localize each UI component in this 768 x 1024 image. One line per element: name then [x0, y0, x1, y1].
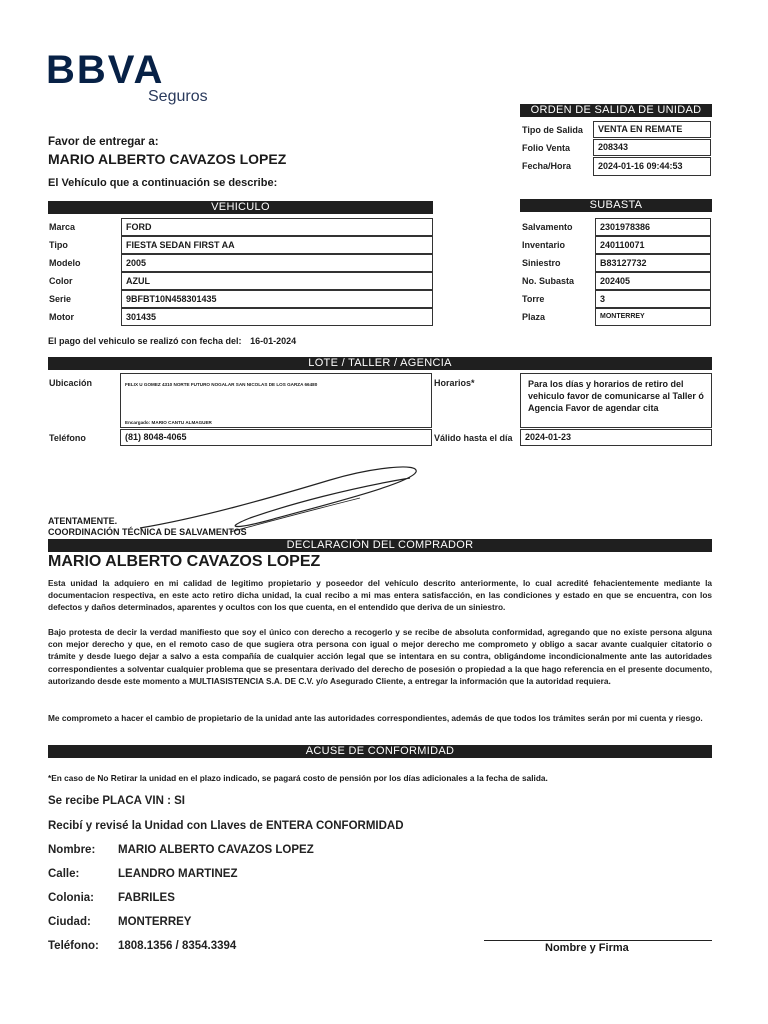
declaracion-name: MARIO ALBERTO CAVAZOS LOPEZ: [48, 553, 321, 570]
buyer-name: MARIO ALBERTO CAVAZOS LOPEZ: [48, 151, 287, 167]
acuse-field-value: FABRILES: [118, 892, 175, 904]
vehiculo-label: Marca: [49, 222, 76, 232]
horarios-label: Horarios*: [434, 378, 475, 388]
signature-line: [484, 940, 712, 941]
acuse-field-label: Ciudad:: [48, 916, 91, 928]
subasta-value: 202405: [595, 272, 711, 290]
ubicacion-box: [120, 373, 432, 428]
subasta-label: Torre: [522, 294, 545, 304]
subasta-value: 2301978386: [595, 218, 711, 236]
subasta-label: Inventario: [522, 240, 566, 250]
subasta-label: Salvamento: [522, 222, 573, 232]
orden-label: Tipo de Salida: [522, 125, 583, 135]
orden-value: 2024-01-16 09:44:53: [593, 157, 711, 176]
subasta-value: MONTERREY: [595, 308, 711, 326]
orden-label: Folio Venta: [522, 143, 571, 153]
declaracion-paragraph-1: Esta unidad la adquiero en mi calidad de legitimo propietario y poseedor del vehículo descrito anteriormente, lo cual acredité fehacientemente mediante la documentacion respectiva, en este acto retiro dicha unidad, la cual recibo a mi mas entera satisfacción, en las condiciones y estado en que se encuentra, con los defectos y daños determinados, aparentes y ocultos con los que cuenta, en el entendido que deriva de un siniestro.: [48, 578, 712, 613]
coordinacion-text: COORDINACIÓN TÉCNICA DE SALVAMENTOS: [48, 527, 247, 537]
vehiculo-label: Color: [49, 276, 73, 286]
nombre-firma-label: Nombre y Firma: [545, 942, 629, 954]
vehiculo-value: 301435: [121, 308, 433, 326]
brand-subtitle: Seguros: [148, 88, 208, 105]
encargado-text: Encargado: MARIO CANTU ALMAGUER: [125, 420, 212, 425]
atentamente-text: ATENTAMENTE.: [48, 516, 118, 526]
pago-label: El pago del vehiculo se realizó con fecha del:: [48, 336, 242, 346]
orden-title-bar: ORDEN DE SALIDA DE UNIDAD: [520, 104, 712, 117]
bbva-logo: [46, 48, 226, 108]
orden-label: Fecha/Hora: [522, 161, 572, 171]
acuse-note: *En caso de No Retirar la unidad en el plazo indicado, se pagará costo de pensión por los días adicionales a la fecha de salida.: [48, 773, 548, 783]
acuse-field-label: Calle:: [48, 868, 80, 880]
acuse-field-value: MONTERREY: [118, 916, 192, 928]
brand-name: BBVA: [46, 48, 165, 92]
signature-drawing: [120, 458, 440, 538]
recibi-text: Recibí y revisé la Unidad con Llaves de ENTERA CONFORMIDAD: [48, 820, 404, 832]
orden-value: VENTA EN REMATE: [593, 121, 711, 138]
vehiculo-value: FIESTA SEDAN FIRST AA: [121, 236, 433, 254]
vehiculo-title-bar: VEHICULO: [48, 201, 433, 214]
subasta-value: 3: [595, 290, 711, 308]
ubicacion-address: FELIX U GOMEZ 4310 NORTE FUTURO NOGALAR SAN NICOLAS DE LOS GARZA 66480: [125, 382, 318, 387]
declaracion-paragraph-2: Bajo protesta de decir la verdad manifiesto que soy el único con derecho a recogerlo y se recibe de absoluta conformidad, agregando que no existe persona alguna con mejor derecho y que, en el remoto caso de que sugiera otra persona con igual o mejor derecho me comprometo y obligo a sacar avante cualquier citatorio o trámite y desde luego dejar a salvo a esta compañía de cualquier acción legal que se intentara en su contra, obligándome incondicionalmente ante las autoridades correspondientes a solventar cualquier problema que se presentara derivado del derecho de posesión o propiedad a la que hago referencia en el presente documento, autorizando desde este momento a MULTIASISTENCIA S.A. DE C.V. y/o Asegurado Cliente, a entregar la información que la autoridad requiera.: [48, 627, 712, 686]
acuse-field-label: Teléfono:: [48, 940, 99, 952]
acuse-field-value: MARIO ALBERTO CAVAZOS LOPEZ: [118, 844, 314, 856]
telefono-label: Teléfono: [49, 433, 86, 443]
vehiculo-value: 9BFBT10N458301435: [121, 290, 433, 308]
acuse-field-label: Nombre:: [48, 844, 96, 856]
valido-value: 2024-01-23: [520, 429, 712, 446]
vehiculo-value: 2005: [121, 254, 433, 272]
horarios-box: [520, 373, 712, 428]
vehiculo-label: Motor: [49, 312, 74, 322]
vehiculo-label: Serie: [49, 294, 72, 304]
subasta-value: 240110071: [595, 236, 711, 254]
acuse-field-value: LEANDRO MARTINEZ: [118, 868, 238, 880]
placa-text: Se recibe PLACA VIN : SI: [48, 795, 185, 807]
ubicacion-label: Ubicación: [49, 378, 93, 388]
vehiculo-value: FORD: [121, 218, 433, 236]
vehiculo-label: Modelo: [49, 258, 81, 268]
vehiculo-label: Tipo: [49, 240, 68, 250]
valido-label: Válido hasta el día: [434, 433, 513, 443]
acuse-field-value: 1808.1356 / 8354.3394: [118, 940, 237, 952]
acuse-field-label: Colonia:: [48, 892, 94, 904]
pago-date: 16-01-2024: [250, 336, 297, 346]
subasta-label: Siniestro: [522, 258, 561, 268]
telefono-value: (81) 8048-4065: [120, 429, 432, 446]
describe-text: El Vehículo que a continuación se describe:: [48, 177, 278, 189]
vehiculo-value: AZUL: [121, 272, 433, 290]
orden-value: 208343: [593, 139, 711, 156]
subasta-label: Plaza: [522, 312, 546, 322]
favor-text: Favor de entregar a:: [48, 136, 159, 148]
declaracion-title-bar: DECLARACIÓN DEL COMPRADOR: [48, 539, 712, 552]
declaracion-paragraph-3: Me comprometo a hacer el cambio de propietario de la unidad ante las autoridades correspondientes, además de que todos los trámites serán por mi cuenta y riesgo.: [48, 713, 703, 723]
pago-line: [48, 336, 296, 346]
lote-title-bar: LOTE / TALLER / AGENCIA: [48, 357, 712, 370]
subasta-title-bar: SUBASTA: [520, 199, 712, 212]
acuse-title-bar: ACUSE DE CONFORMIDAD: [48, 745, 712, 758]
subasta-value: B83127732: [595, 254, 711, 272]
horarios-text: Para los días y horarios de retiro del vehiculo favor de comunicarse al Taller ó Agencia Favor de agendar cita: [528, 379, 704, 413]
subasta-label: No. Subasta: [522, 276, 575, 286]
